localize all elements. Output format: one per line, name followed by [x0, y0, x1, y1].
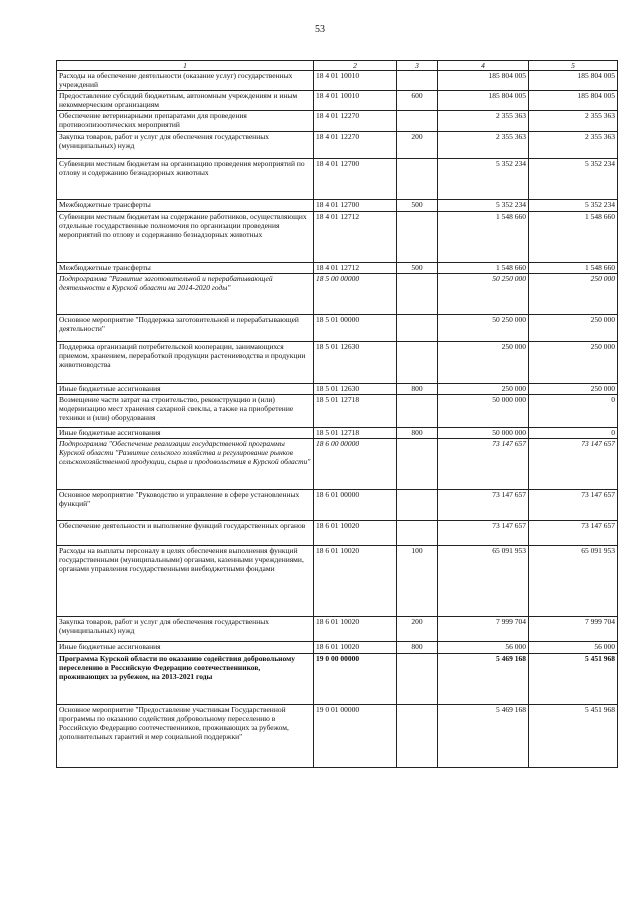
- expense-type-code: [397, 654, 438, 705]
- table-row: [57, 91, 618, 111]
- amount-year-2: 1 548 660: [529, 263, 618, 274]
- amount-year-2: 250 000: [529, 274, 618, 315]
- amount-year-1: 250 000: [438, 342, 529, 384]
- target-article-code: 18 4 01 12270: [314, 111, 397, 132]
- target-article-code: 18 6 01 00000: [314, 490, 397, 521]
- target-article-code: 18 5 01 00000: [314, 315, 397, 342]
- amount-year-2: 2 355 363: [529, 132, 618, 159]
- expense-type-code: [397, 705, 438, 768]
- amount-year-1: 5 469 168: [438, 654, 529, 705]
- target-article-code: 18 4 01 12712: [314, 263, 397, 274]
- target-article-code: 18 5 01 12630: [314, 342, 397, 384]
- target-article-code: 19 0 00 00000: [314, 654, 397, 705]
- table-row: [57, 617, 618, 642]
- target-article-code: 18 5 01 12718: [314, 395, 397, 428]
- amount-year-2: 250 000: [529, 342, 618, 384]
- row-description: Обеспечение ветеринарными препаратами для проведения противоэпизоотических мероприятий: [57, 111, 314, 132]
- target-article-code: 18 4 01 12712: [314, 212, 397, 263]
- target-article-code: 18 6 01 10020: [314, 617, 397, 642]
- target-article-code: 18 5 01 12630: [314, 384, 397, 395]
- expense-type-code: [397, 395, 438, 428]
- amount-year-1: 50 000 000: [438, 395, 529, 428]
- table-row: [57, 705, 618, 768]
- amount-year-2: 185 804 005: [529, 71, 618, 91]
- table-row: [57, 71, 618, 91]
- amount-year-1: 73 147 657: [438, 439, 529, 490]
- row-description: Иные бюджетные ассигнования: [57, 384, 314, 395]
- amount-year-2: 65 091 953: [529, 546, 618, 617]
- column-number: 3: [397, 61, 438, 71]
- amount-year-1: 50 000 000: [438, 428, 529, 439]
- amount-year-1: 1 548 660: [438, 212, 529, 263]
- amount-year-2: 5 352 234: [529, 200, 618, 212]
- expense-type-code: [397, 71, 438, 91]
- amount-year-2: 73 147 657: [529, 439, 618, 490]
- row-description: Предоставление субсидий бюджетным, автономным учреждениям и иным некоммерческим организациям: [57, 91, 314, 111]
- amount-year-1: 1 548 660: [438, 263, 529, 274]
- expense-type-code: 200: [397, 617, 438, 642]
- amount-year-1: 185 804 005: [438, 91, 529, 111]
- expense-type-code: [397, 439, 438, 490]
- expense-type-code: 500: [397, 263, 438, 274]
- expense-type-code: 800: [397, 384, 438, 395]
- amount-year-2: 1 548 660: [529, 212, 618, 263]
- amount-year-1: 73 147 657: [438, 521, 529, 546]
- amount-year-2: 73 147 657: [529, 490, 618, 521]
- table-row: [57, 315, 618, 342]
- amount-year-1: 7 999 704: [438, 617, 529, 642]
- expense-type-code: 200: [397, 132, 438, 159]
- table-row: [57, 439, 618, 490]
- budget-table: [56, 60, 618, 768]
- amount-year-2: 56 000: [529, 642, 618, 654]
- table-row: [57, 395, 618, 428]
- column-number: 2: [314, 61, 397, 71]
- table-row: [57, 384, 618, 395]
- table-row: [57, 654, 618, 705]
- expense-type-code: 100: [397, 546, 438, 617]
- row-description: Поддержка организаций потребительской кооперации, занимающихся приемом, хранением, переработкой продукции растениеводства и продукции животноводства: [57, 342, 314, 384]
- target-article-code: 18 6 01 10020: [314, 546, 397, 617]
- amount-year-1: 250 000: [438, 384, 529, 395]
- amount-year-1: 2 355 363: [438, 111, 529, 132]
- amount-year-2: 250 000: [529, 315, 618, 342]
- row-description: Межбюджетные трансферты: [57, 263, 314, 274]
- row-description: Иные бюджетные ассигнования: [57, 642, 314, 654]
- row-description: Обеспечение деятельности и выполнение функций государственных органов: [57, 521, 314, 546]
- amount-year-1: 5 469 168: [438, 705, 529, 768]
- target-article-code: 18 5 00 00000: [314, 274, 397, 315]
- table-row: [57, 642, 618, 654]
- row-description: Программа Курской области по оказанию содействия добровольному переселению в Российскую Федерацию соотечественников, проживающих за рубежом, на 2013-2021 годы: [57, 654, 314, 705]
- row-description: Субвенции местным бюджетам на содержание работников, осуществляющих отдельные государственные полномочия по организации проведения мероприятий по отлову и содержанию безнадзорных животных: [57, 212, 314, 263]
- amount-year-1: 2 355 363: [438, 132, 529, 159]
- amount-year-2: 7 999 704: [529, 617, 618, 642]
- row-description: Закупка товаров, работ и услуг для обеспечения государственных (муниципальных) нужд: [57, 132, 314, 159]
- expense-type-code: [397, 111, 438, 132]
- column-number: 4: [438, 61, 529, 71]
- amount-year-2: 185 804 005: [529, 91, 618, 111]
- amount-year-2: 2 355 363: [529, 111, 618, 132]
- row-description: Закупка товаров, работ и услуг для обеспечения государственных (муниципальных) нужд: [57, 617, 314, 642]
- row-description: Основное мероприятие "Поддержка заготовительной и перерабатывающей деятельности": [57, 315, 314, 342]
- page-number: 53: [315, 24, 325, 35]
- table-row: [57, 200, 618, 212]
- amount-year-1: 50 250 000: [438, 315, 529, 342]
- amount-year-2: 0: [529, 428, 618, 439]
- row-description: Подпрограмма "Развитие заготовительной и перерабатывающей деятельности в Курской области на 2014-2020 годы": [57, 274, 314, 315]
- expense-type-code: 500: [397, 200, 438, 212]
- row-description: Межбюджетные трансферты: [57, 200, 314, 212]
- table-row: [57, 546, 618, 617]
- expense-type-code: [397, 212, 438, 263]
- table-row: [57, 111, 618, 132]
- table-row: [57, 490, 618, 521]
- row-description: Возмещение части затрат на строительство, реконструкцию и (или) модернизацию мест хранения сахарной свеклы, а также на приобретение техники и (или) оборудования: [57, 395, 314, 428]
- expense-type-code: 800: [397, 428, 438, 439]
- target-article-code: 18 6 01 10020: [314, 521, 397, 546]
- row-description: Расходы на обеспечение деятельности (оказание услуг) государственных учреждений: [57, 71, 314, 91]
- amount-year-1: 50 250 000: [438, 274, 529, 315]
- table-row: [57, 521, 618, 546]
- expense-type-code: [397, 521, 438, 546]
- amount-year-2: 73 147 657: [529, 521, 618, 546]
- expense-type-code: 600: [397, 91, 438, 111]
- target-article-code: 19 0 01 00000: [314, 705, 397, 768]
- row-description: Подпрограмма "Обеспечение реализации государственной программы Курской области "Развитие сельского хозяйства и регулирование рынков сельскохозяйственной продукции, сырья и продовольствия в Курской области": [57, 439, 314, 490]
- table-row: [57, 274, 618, 315]
- expense-type-code: [397, 159, 438, 200]
- expense-type-code: 800: [397, 642, 438, 654]
- target-article-code: 18 6 00 00000: [314, 439, 397, 490]
- table-row: [57, 428, 618, 439]
- expense-type-code: [397, 274, 438, 315]
- target-article-code: 18 4 01 10010: [314, 91, 397, 111]
- table-row: [57, 212, 618, 263]
- target-article-code: 18 4 01 12270: [314, 132, 397, 159]
- target-article-code: 18 4 01 12700: [314, 200, 397, 212]
- target-article-code: 18 4 01 10010: [314, 71, 397, 91]
- table-row: [57, 132, 618, 159]
- amount-year-2: 250 000: [529, 384, 618, 395]
- expense-type-code: [397, 490, 438, 521]
- column-number-row: [57, 61, 618, 71]
- amount-year-1: 185 804 005: [438, 71, 529, 91]
- column-number: 5: [529, 61, 618, 71]
- amount-year-1: 73 147 657: [438, 490, 529, 521]
- row-description: Основное мероприятие "Руководство и управление в сфере установленных функций": [57, 490, 314, 521]
- row-description: Иные бюджетные ассигнования: [57, 428, 314, 439]
- amount-year-2: 5 451 968: [529, 654, 618, 705]
- amount-year-1: 56 000: [438, 642, 529, 654]
- target-article-code: 18 4 01 12700: [314, 159, 397, 200]
- row-description: Основное мероприятие "Предоставление участникам Государственной программы по оказанию содействия добровольному переселению в Российскую Федерацию соотечественников, проживающих за рубежом, дополнительных гарантий и мер социальной поддержки": [57, 705, 314, 768]
- table-row: [57, 342, 618, 384]
- table-row: [57, 263, 618, 274]
- amount-year-2: 5 352 234: [529, 159, 618, 200]
- amount-year-2: 0: [529, 395, 618, 428]
- row-description: Субвенции местным бюджетам на организацию проведения мероприятий по отлову и содержанию безнадзорных животных: [57, 159, 314, 200]
- amount-year-1: 5 352 234: [438, 200, 529, 212]
- amount-year-2: 5 451 968: [529, 705, 618, 768]
- table-row: [57, 159, 618, 200]
- row-description: Расходы на выплаты персоналу в целях обеспечения выполнения функций государственными (муниципальными) органами, казенными учреждениями, органами управления государственными внебюджетными фондами: [57, 546, 314, 617]
- amount-year-1: 5 352 234: [438, 159, 529, 200]
- target-article-code: 18 6 01 10020: [314, 642, 397, 654]
- column-number: 1: [57, 61, 314, 71]
- expense-type-code: [397, 342, 438, 384]
- target-article-code: 18 5 01 12718: [314, 428, 397, 439]
- amount-year-1: 65 091 953: [438, 546, 529, 617]
- expense-type-code: [397, 315, 438, 342]
